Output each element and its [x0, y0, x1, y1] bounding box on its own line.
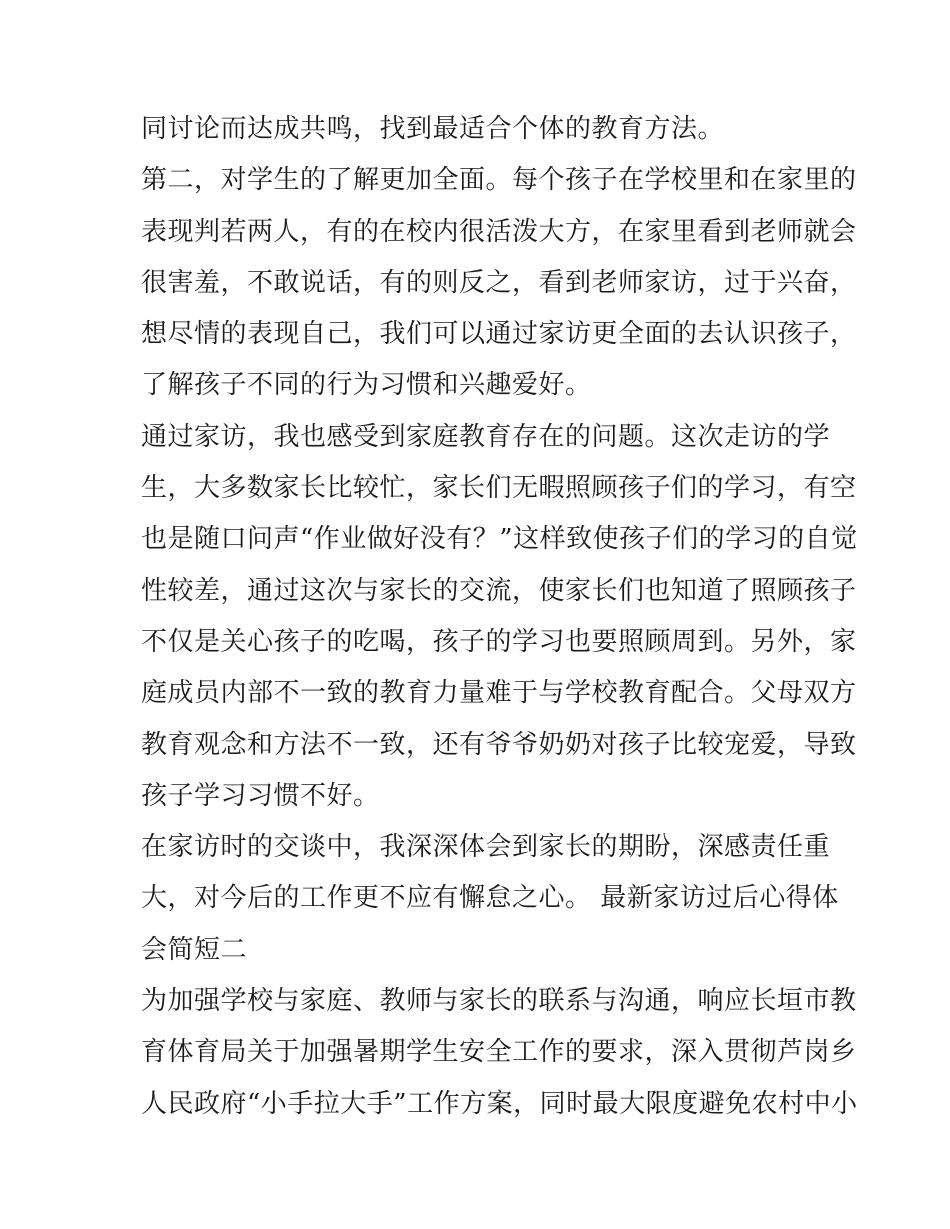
text-line: 性较差，通过这次与家长的交流，使家长们也知道了照顾孩子 — [141, 575, 857, 606]
body-text — [141, 108, 858, 1134]
text-line: 通过家访，我也感受到家庭教育存在的问题。这次走访的学 — [141, 421, 831, 452]
text-line: 育体育局关于加强暑期学生安全工作的要求，深入贯彻芦岗乡 — [141, 1037, 857, 1068]
text-line: 同讨论而达成共鸣，找到最适合个体的教育方法。 — [141, 114, 725, 144]
text-line: 表现判若两人，有的在校内很活泼大方，在家里看到老师就会 — [141, 216, 857, 247]
text-line: 很害羞，不敢说话，有的则反之，看到老师家访，过于兴奋， — [141, 267, 857, 298]
text-line: 生，大多数家长比较忙，家长们无暇照顾孩子们的学习，有空 — [141, 473, 857, 504]
text-line: 会简短二 — [141, 934, 248, 965]
text-line: 也是随口问声“作业做好没有？”这样致使孩子们的学习的自觉 — [141, 524, 858, 555]
text-line: 大，对今后的工作更不应有懈怠之心。 最新家访过后心得体 — [141, 883, 839, 914]
text-line: 在家访时的交谈中，我深深体会到家长的期盼，深感责任重 — [141, 832, 831, 863]
text-line: 第二，对学生的了解更加全面。每个孩子在学校里和在家里的 — [141, 165, 857, 196]
text-line: 人民政府“小手拉大手”工作方案，同时最大限度避免农村中小 — [141, 1088, 858, 1119]
text-line: 为加强学校与家庭、教师与家长的联系与沟通，响应长垣市教 — [141, 986, 857, 1017]
text-line: 想尽情的表现自己，我们可以通过家访更全面的去认识孩子， — [141, 319, 857, 350]
text-line: 了解孩子不同的行为习惯和兴趣爱好。 — [141, 370, 592, 401]
text-line: 教育观念和方法不一致，还有爷爷奶奶对孩子比较宠爱，导致 — [141, 729, 857, 760]
text-line: 庭成员内部不一致的教育力量难于与学校教育配合。父母双方 — [141, 678, 857, 709]
text-line: 孩子学习习惯不好。 — [141, 780, 380, 811]
text-line: 不仅是关心孩子的吃喝，孩子的学习也要照顾周到。另外，家 — [141, 626, 857, 657]
